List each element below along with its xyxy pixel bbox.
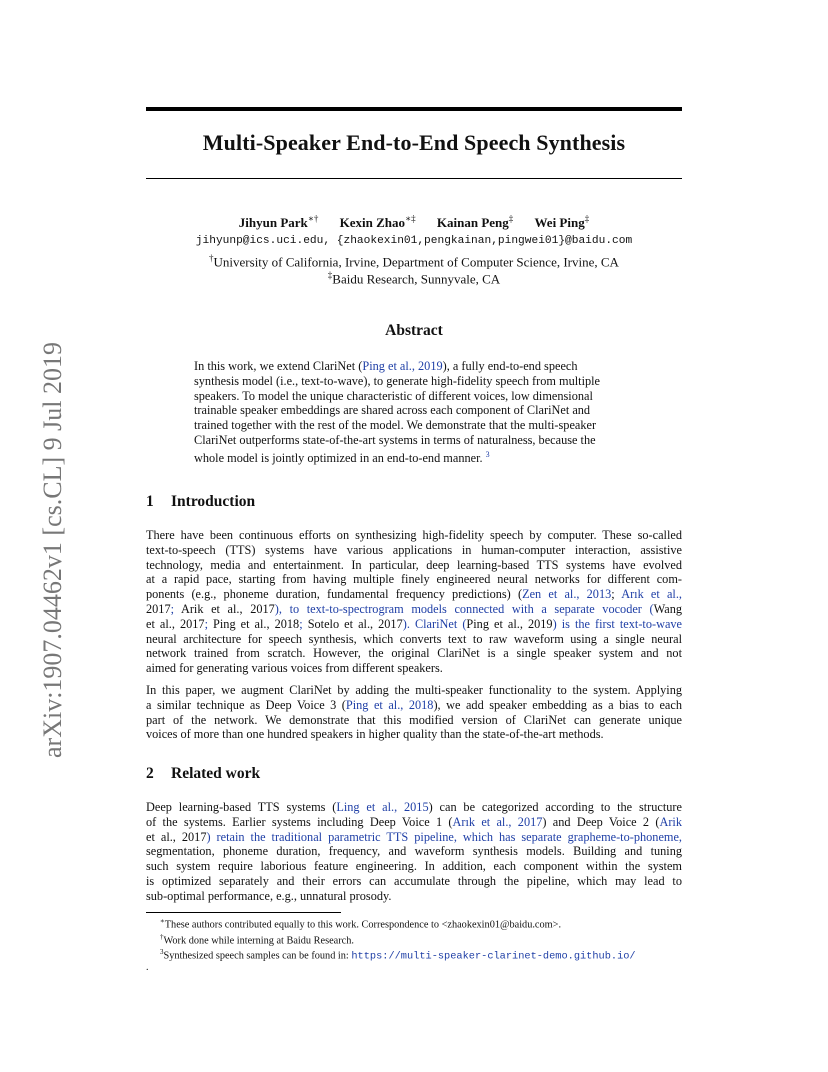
text-run: ) can be categorized according to the structure (428, 800, 682, 814)
text-run: et al., 2017 (146, 616, 205, 631)
affiliation: ‡Baidu Research, Sunnyvale, CA (327, 270, 501, 287)
text-run: Deep learning-based TTS systems ( (146, 800, 337, 814)
citation-link[interactable]: 3 (485, 449, 490, 459)
title-bottom-rule (146, 178, 682, 179)
footnote-rule (146, 912, 341, 913)
abstract-heading: Abstract (385, 322, 443, 339)
demo-link[interactable]: https://multi-speaker-clarinet-demo.github.io/ (351, 950, 636, 963)
author: Kexin Zhao∗‡ (339, 214, 416, 231)
text-run: at a rapid pace, starting from having multiple finely engineered neural networks for different com- (146, 572, 682, 587)
text-line (146, 683, 682, 698)
text-run: Wang (653, 601, 682, 616)
text-run: Sotelo et al., 2017 (307, 616, 403, 631)
text-run: Arik et al., 2017 (180, 601, 275, 616)
text-line (194, 359, 634, 374)
text-line (146, 713, 682, 728)
citation-link[interactable]: ), to text-to-spectrogram models connected with a separate vocoder ( (274, 601, 654, 616)
text-line (146, 727, 682, 742)
text-run: whole model is jointly optimized in an end-to-end manner. (194, 450, 486, 465)
text-run: aimed for generating various voices from different speakers. (146, 661, 443, 676)
text-run: technology, media and entertainment. In particular, deep learning-based TTS systems have evolved (146, 557, 682, 572)
text-line (146, 859, 682, 874)
text-line (194, 389, 634, 404)
text-run: speakers. To model the unique characteristic of different voices, low dimensional (194, 388, 593, 403)
text-line (146, 632, 682, 647)
citation-link[interactable]: Zen et al., 2013 (522, 587, 612, 602)
trailing-mark: . (146, 962, 149, 973)
author-list (146, 214, 682, 231)
author: Jihyun Park∗† (238, 214, 319, 231)
citation-link[interactable]: ). ClariNet ( (402, 616, 467, 631)
text-run: In this work, we extend ClariNet ( (194, 359, 363, 373)
text-run: Ping et al., 2018 (213, 616, 300, 631)
text-run: voices of more than one hundred speakers in higher quality than the state-of-the-art methods. (146, 727, 604, 742)
citation-link[interactable]: ; (204, 616, 214, 631)
text-line (194, 403, 634, 418)
citation-link[interactable]: Arık et al., (621, 587, 682, 602)
footnote: ∗These authors contributed equally to this work. Correspondence to <zhaokexin01@baidu.com>. (160, 917, 562, 931)
paper-title: Multi-Speaker End-to-End Speech Synthesis (202, 130, 626, 155)
section-heading-introduction: 1 Introduction (146, 493, 256, 510)
text-line (146, 874, 682, 889)
text-run: ), we add speaker embedding as a bias to each (433, 697, 682, 712)
text-line (194, 418, 634, 433)
text-run: ClariNet outperforms state-of-the-art systems in terms of naturalness, because the (194, 432, 596, 447)
text-run: part of the network. We demonstrate that this modified version of ClariNet can generate unique (146, 712, 682, 727)
paragraph (146, 800, 682, 904)
paragraph (146, 528, 682, 676)
text-run: 2017 (146, 601, 171, 616)
text-line (194, 374, 634, 389)
affiliation: †University of California, Irvine, Department of Computer Science, Irvine, CA (209, 253, 619, 270)
text-run: a similar technique as Deep Voice 3 ( (146, 697, 346, 712)
text-line (146, 543, 682, 558)
text-run: such system require laborious feature engineering. In addition, each component within the system (146, 859, 682, 874)
text-run: ), a fully end-to-end speech (442, 359, 578, 373)
citation-link[interactable]: ) retain the traditional parametric TTS pipeline, which has separate grapheme-to-phoneme, (206, 829, 682, 844)
text-line (146, 587, 682, 602)
author: Kainan Peng‡ (436, 214, 514, 231)
text-run: synthesis model (i.e., text-to-wave), to generate high-fidelity speech from multiple (194, 373, 601, 388)
text-run: There have been continuous efforts on synthesizing high-fidelity speech by computer. These so-called (146, 528, 682, 542)
text-run: of the systems. Earlier systems including Deep Voice 1 ( (146, 814, 453, 829)
footnote: $^3$Synthesized speech samples can be found in: https://multi-speaker-clarinet-demo.github.io/ (160, 948, 636, 963)
citation-link[interactable]: Arik (659, 814, 682, 829)
text-line (146, 528, 682, 543)
citation-link[interactable]: ) is the first text-to-wave (552, 616, 683, 631)
text-run: neural architecture for speech synthesis, which converts text to raw waveform using a single neural (146, 631, 682, 646)
text-line (146, 800, 682, 815)
text-run: network trained from scratch. However, the original ClariNet is a single speaker system and not (146, 646, 682, 661)
paragraph (146, 683, 682, 742)
text-run: et al., 2017 (146, 829, 207, 844)
footnote: †Work done while interning at Baidu Research. (160, 933, 354, 947)
text-run: In this paper, we augment ClariNet by adding the multi-speaker functionality to the system. Applying (146, 683, 682, 697)
citation-link[interactable]: Ling et al., 2015 (336, 800, 429, 814)
abstract-body (194, 359, 634, 466)
text-run: trained together with the rest of the model. We demonstrate that the multi-speaker (194, 418, 597, 433)
citation-link[interactable]: ; (170, 601, 181, 616)
text-run: ; (611, 587, 622, 602)
author-emails: jihyunp@ics.uci.edu, {zhaokexin01,pengkainan,pingwei01}@baidu.com (195, 235, 633, 247)
text-line (146, 889, 682, 904)
text-line (146, 844, 682, 859)
citation-link[interactable]: ; (299, 616, 308, 631)
author: Wei Ping‡ (534, 214, 590, 231)
text-line (146, 698, 682, 713)
text-run: sub-optimal performance, e.g., unnatural prosody. (146, 888, 392, 903)
arxiv-identifier-sidebar: arXiv:1907.04462v1 [cs.CL] 9 Jul 2019 (38, 342, 67, 758)
text-line (194, 433, 634, 448)
text-run: is optimized separately and their errors can accumulate through the pipeline, which may lead to (146, 873, 682, 888)
text-line (146, 558, 682, 573)
text-line (146, 830, 682, 845)
title-top-rule (146, 107, 682, 111)
citation-link[interactable]: Ping et al., 2019 (362, 359, 443, 373)
text-run: Ping et al., 2019 (466, 616, 553, 631)
text-line (194, 448, 634, 466)
text-run: trainable speaker embeddings are shared across each component of ClariNet and (194, 403, 591, 418)
text-run: text-to-speech (TTS) systems have various applications in human-computer interaction, assistive (146, 542, 682, 557)
text-run: segmentation, phoneme duration, frequency, and waveform synthesis models. Building and tuning (146, 844, 682, 859)
text-line (146, 646, 682, 661)
text-run: ) and Deep Voice 2 ( (542, 814, 660, 829)
text-line (146, 661, 682, 676)
text-line (146, 815, 682, 830)
citation-link[interactable]: Arık et al., 2017 (452, 814, 543, 829)
text-run: ponents (e.g., phoneme duration, fundamental frequency predictions) ( (146, 587, 523, 602)
text-line (146, 617, 682, 632)
text-line (146, 572, 682, 587)
section-heading-related-work: 2 Related work (146, 765, 261, 782)
citation-link[interactable]: Ping et al., 2018 (345, 697, 434, 712)
text-line (146, 602, 682, 617)
